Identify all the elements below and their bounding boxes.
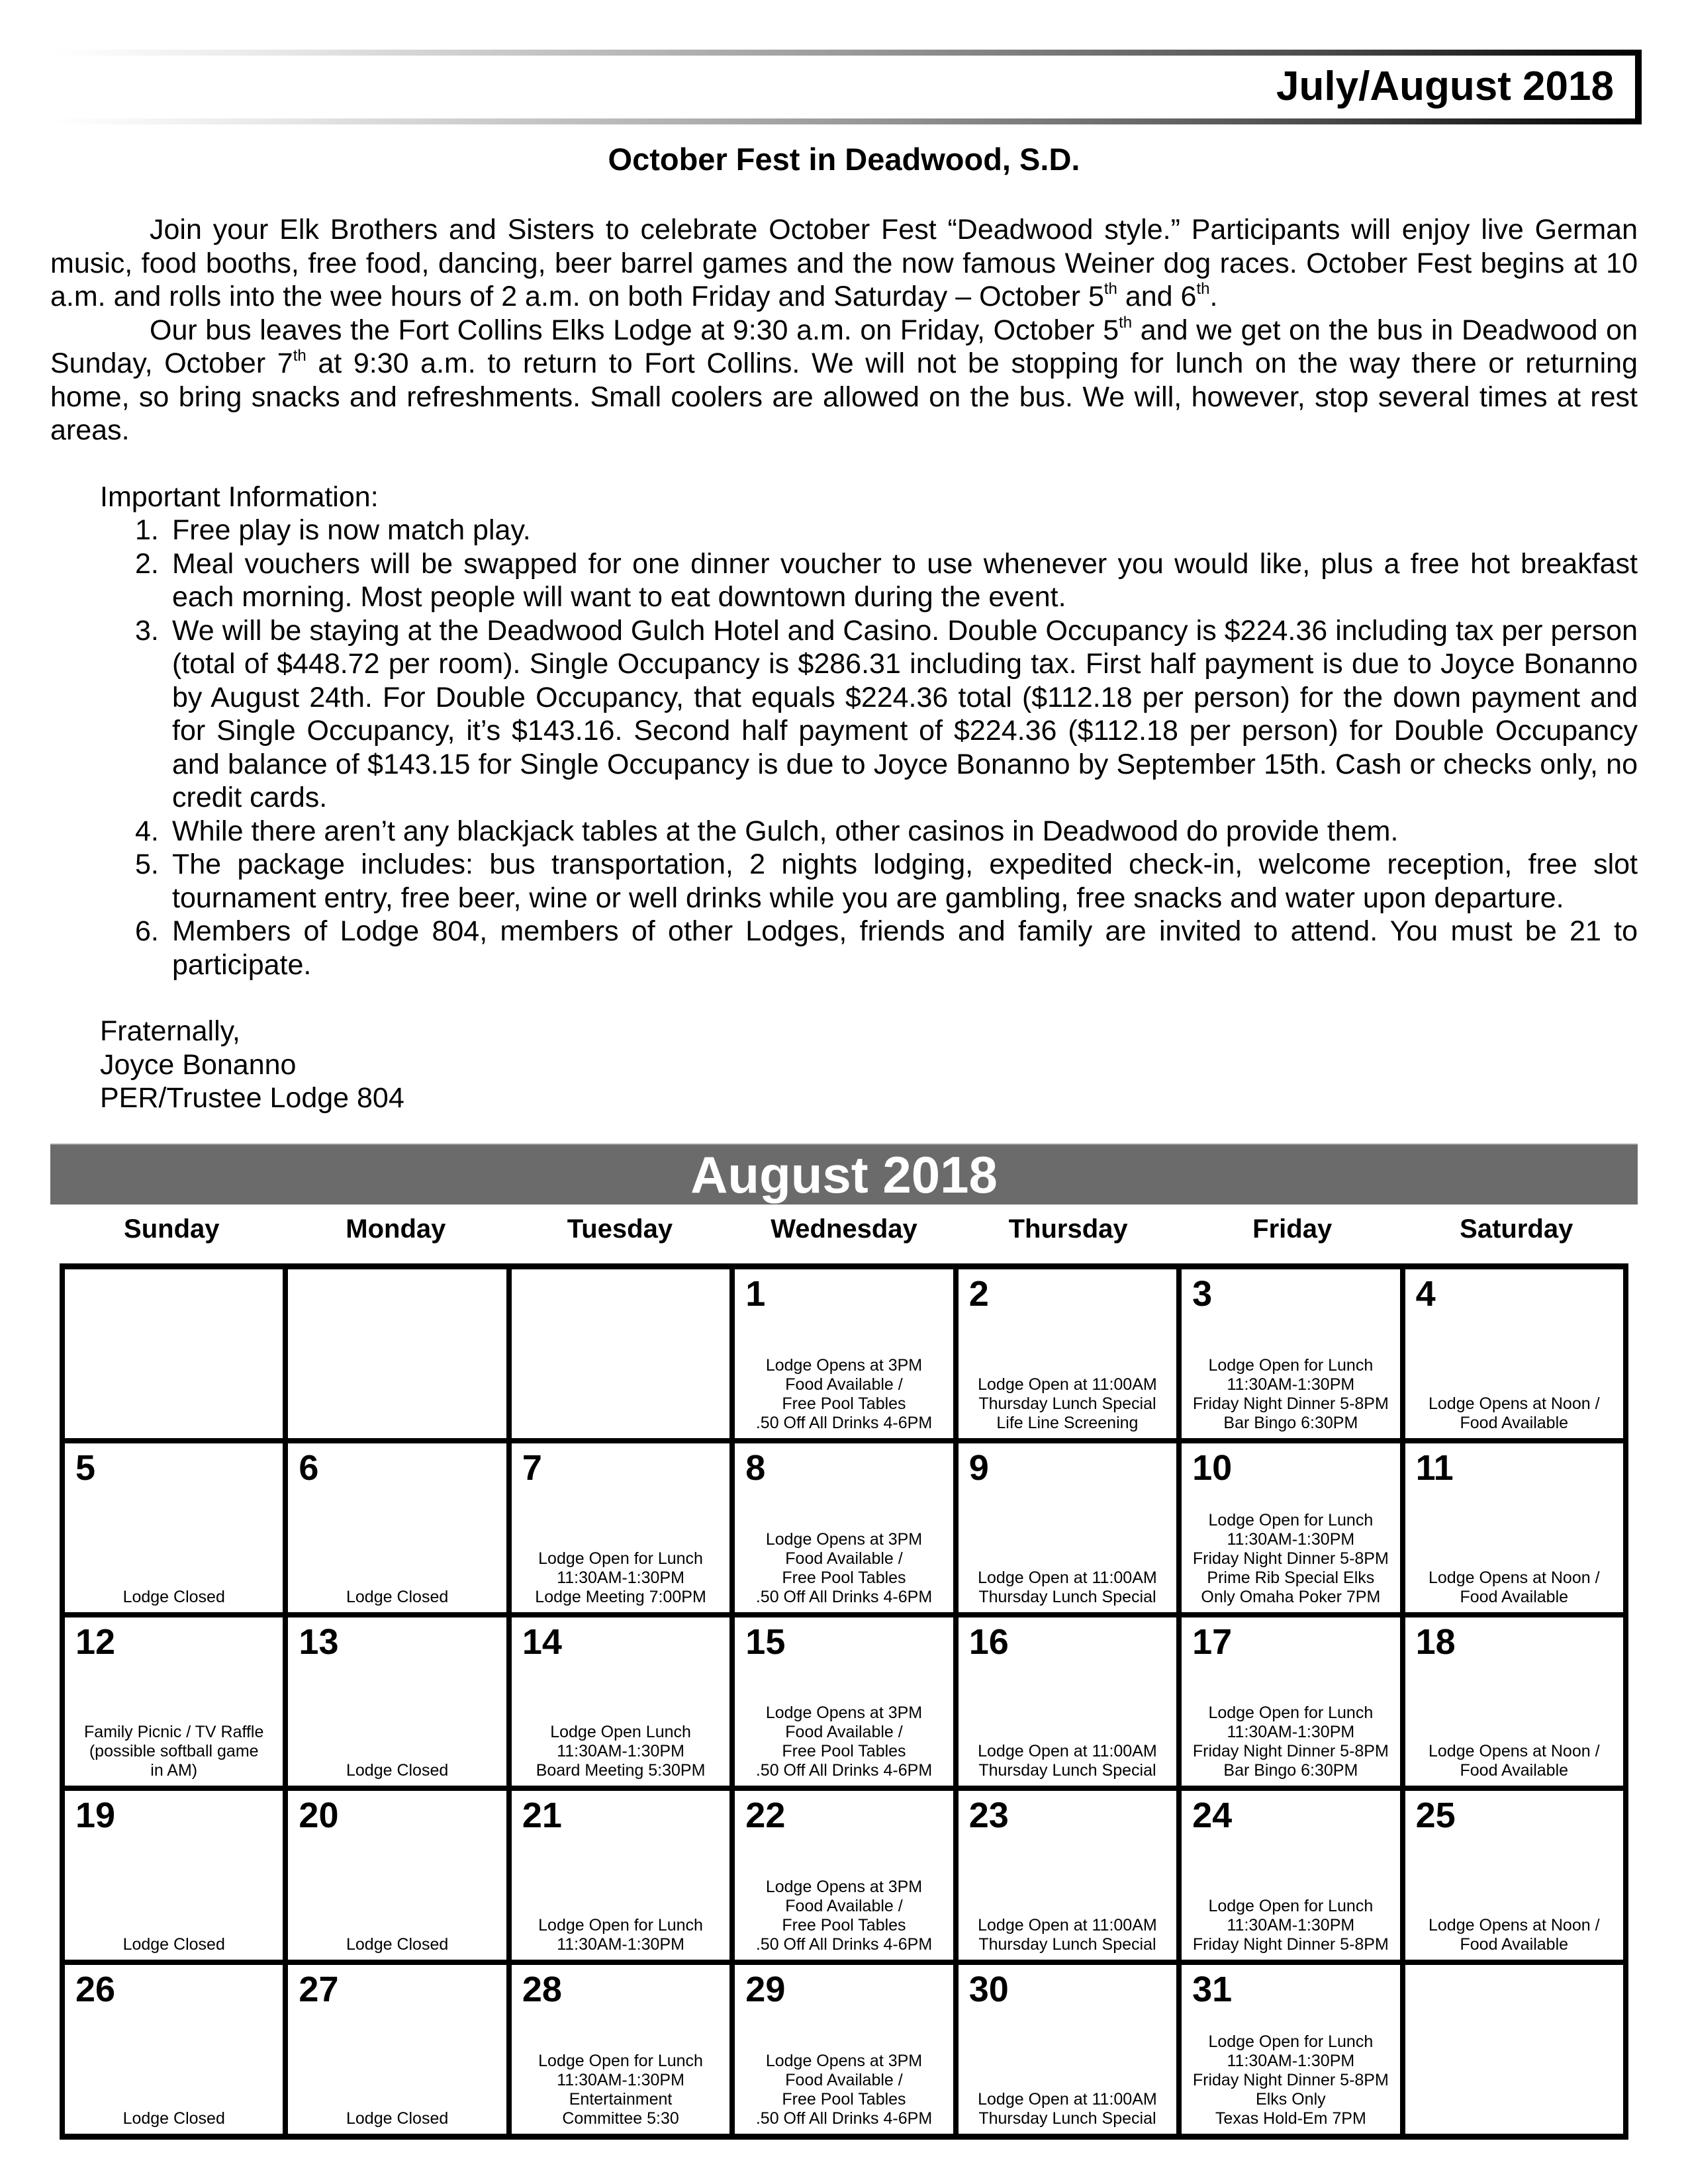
event-line: Lodge Opens at 3PM (765, 1878, 923, 1897)
event-line: .50 Off All Drinks 4-6PM (755, 2109, 933, 2128)
calendar-day-cell (512, 1617, 729, 1786)
day-events (68, 1723, 280, 1780)
event-line: 11:30AM-1:30PM (557, 1935, 684, 1954)
info-item-text: We will be staying at the Deadwood Gulch Hotel and Casino. Double Occupancy is $224.36 including tax per person (total of $448.72 per room). Single Occupancy is $286.31 including tax. First half payment is due to Joyce Bonanno by August 24th. For Double Occupancy, that equals $224.36 total ($112.18 per person) for the down payment and for Single Occupancy, it’s $143.16. Second half payment of $224.36 ($112.18 per person) for Double Occupancy and balance of $143.15 for Single Occupancy is due to Joyce Bonanno by September 15th. Cash or checks only, no credit cards. (172, 614, 1638, 813)
event-line: Lodge Opens at 3PM (765, 1704, 923, 1723)
day-number: 23 (968, 1796, 1009, 1836)
event-line: .50 Off All Drinks 4-6PM (755, 1413, 933, 1432)
day-events (291, 1761, 503, 1780)
article-body (50, 213, 1638, 1115)
event-line: 11:30AM-1:30PM (1227, 1723, 1355, 1742)
event-line: 11:30AM-1:30PM (1227, 1529, 1355, 1549)
day-events (1408, 1916, 1620, 1954)
day-events (737, 1704, 950, 1780)
event-line: Friday Night Dinner 5-8PM (1192, 1935, 1389, 1954)
event-line: Free Pool Tables (782, 2090, 906, 2109)
info-item-number: 3. (135, 614, 159, 647)
weekday-label: Saturday (1460, 1214, 1573, 1244)
day-number: 21 (522, 1796, 562, 1836)
calendar-day-cell (959, 1443, 1176, 1612)
calendar-day-cell (959, 1269, 1176, 1438)
event-line: Lodge Open for Lunch (1208, 2032, 1374, 2051)
calendar-day-cell (735, 1269, 953, 1438)
day-events (961, 1569, 1174, 1607)
weekday-label: Friday (1252, 1214, 1333, 1244)
header-right-edge (1635, 50, 1642, 124)
event-line: Lodge Open for Lunch (538, 2052, 703, 2070)
event-line: Thursday Lunch Special (978, 1935, 1156, 1954)
event-line: Bar Bingo 6:30PM (1223, 1761, 1358, 1780)
event-line: Lodge Closed (122, 1587, 225, 1606)
day-number: 9 (968, 1447, 989, 1488)
day-events (961, 1916, 1174, 1954)
info-item (50, 514, 1638, 547)
day-events (961, 2090, 1174, 2128)
event-line: .50 Off All Drinks 4-6PM (755, 1935, 933, 1954)
day-number: 12 (75, 1621, 116, 1662)
event-line: 11:30AM-1:30PM (557, 2071, 684, 2089)
event-line: Friday Night Dinner 5-8PM (1192, 2071, 1389, 2089)
signoff (50, 1015, 1638, 1115)
day-events (1184, 1356, 1397, 1433)
day-events (961, 1375, 1174, 1433)
day-events (1184, 2032, 1397, 2128)
event-line: Food Available (1460, 1413, 1569, 1432)
event-line: Elks Only (1256, 2090, 1326, 2109)
weekday-label: Monday (346, 1214, 446, 1244)
issue-date: July/August 2018 (1276, 64, 1614, 109)
event-line: Only Omaha Poker 7PM (1201, 1587, 1381, 1606)
info-item-number: 1. (135, 514, 159, 546)
event-line: Free Pool Tables (782, 1394, 906, 1413)
event-line: Lodge Open for Lunch (1208, 1897, 1374, 1916)
event-line: Lodge Opens at Noon / (1429, 1568, 1600, 1587)
event-line: Lodge Open Lunch (550, 1723, 691, 1742)
event-line: 11:30AM-1:30PM (1227, 1375, 1355, 1394)
day-number: 22 (745, 1796, 786, 1836)
day-number: 17 (1192, 1621, 1233, 1662)
event-line: Bar Bingo 6:30PM (1223, 1413, 1358, 1432)
event-line: Free Pool Tables (782, 1742, 906, 1761)
info-item-text: Meal vouchers will be swapped for one dinner voucher to use whenever you would like, plus a free hot breakfast each morning. Most people will want to eat downtown during the event. (172, 547, 1638, 613)
day-events (1408, 1394, 1620, 1433)
day-events (737, 1356, 950, 1433)
event-line: Friday Night Dinner 5-8PM (1192, 1394, 1389, 1413)
day-events (291, 1588, 503, 1607)
calendar-day-cell (288, 1443, 506, 1612)
weekday-label: Wednesday (771, 1214, 917, 1244)
day-number: 18 (1415, 1621, 1456, 1662)
calendar-day-cell (1182, 1791, 1399, 1960)
calendar-day-cell (288, 1791, 506, 1960)
day-number: 6 (299, 1447, 319, 1488)
signoff-line: PER/Trustee Lodge 804 (100, 1082, 404, 1114)
calendar-month-title: August 2018 (50, 1144, 1638, 1205)
info-item-text: Members of Lodge 804, members of other Lodges, friends and family are invited to attend. You must be 21 to participate. (172, 915, 1638, 981)
day-events (737, 2052, 950, 2128)
event-line: Thursday Lunch Special (978, 1761, 1156, 1780)
event-line: Friday Night Dinner 5-8PM (1192, 1742, 1389, 1761)
day-number: 20 (299, 1796, 339, 1836)
calendar-empty-cell (65, 1269, 283, 1438)
bus-paragraph: Our bus leaves the Fort Collins Elks Lodge at 9:30 a.m. on Friday, October 5th and we get on the bus in Deadwood on Sunday, October 7th at 9:30 a.m. to return to Fort Collins. We will not be stopping for lunch on the way there or returning home, so bring snacks and refreshments. Small coolers are allowed on the bus. We will, however, stop several times at rest areas. (50, 313, 1638, 446)
event-line: Food Available / (785, 1549, 903, 1568)
event-line: 11:30AM-1:30PM (1227, 1916, 1355, 1935)
info-item-number: 2. (135, 547, 159, 580)
info-item-number: 4. (135, 815, 159, 847)
calendar-day-cell (512, 1965, 729, 2134)
day-events (514, 2052, 727, 2128)
calendar-day-cell (735, 1617, 953, 1786)
event-line: Lodge Closed (346, 1761, 449, 1780)
weekday-label: Sunday (124, 1214, 220, 1244)
event-line: Committee 5:30 (562, 2109, 679, 2128)
day-events (68, 1588, 280, 1607)
day-number: 26 (75, 1970, 116, 2010)
calendar-day-cell (1405, 1269, 1623, 1438)
weekday-label: Thursday (1008, 1214, 1128, 1244)
day-events (514, 1549, 727, 1607)
event-line: Lodge Open for Lunch (1208, 1510, 1374, 1529)
calendar-day-cell (1182, 1269, 1399, 1438)
event-line: Friday Night Dinner 5-8PM (1192, 1549, 1389, 1568)
event-line: .50 Off All Drinks 4-6PM (755, 1587, 933, 1606)
calendar-day-cell (1405, 1617, 1623, 1786)
calendar-day-cell (735, 1791, 953, 1960)
day-number: 25 (1415, 1796, 1456, 1836)
event-line: Food Available (1460, 1761, 1569, 1780)
event-line: Prime Rib Special Elks (1207, 1568, 1375, 1587)
event-line: Lodge Open at 11:00AM (978, 1742, 1157, 1761)
signoff-line: Fraternally, (100, 1015, 240, 1047)
day-events (514, 1723, 727, 1780)
day-number: 31 (1192, 1970, 1233, 2010)
event-line: .50 Off All Drinks 4-6PM (755, 1761, 933, 1780)
calendar-day-cell (1182, 1443, 1399, 1612)
info-item (50, 815, 1638, 848)
calendar-day-cell (65, 1965, 283, 2134)
weekday-label: Tuesday (567, 1214, 673, 1244)
event-line: Family Picnic / TV Raffle (84, 1723, 264, 1742)
day-events (514, 1916, 727, 1954)
event-line: Lodge Open for Lunch (1208, 1704, 1374, 1723)
day-events (68, 1935, 280, 1954)
event-line: 11:30AM-1:30PM (557, 1742, 684, 1761)
calendar-day-cell (512, 1791, 729, 1960)
info-item (50, 614, 1638, 815)
info-item (50, 848, 1638, 915)
day-number: 3 (1192, 1274, 1213, 1314)
day-events (1184, 1704, 1397, 1780)
calendar-day-cell (288, 1617, 506, 1786)
day-number: 11 (1415, 1447, 1454, 1488)
day-number: 28 (522, 1970, 562, 2010)
intro-paragraph: Join your Elk Brothers and Sisters to celebrate October Fest “Deadwood style.” Participants will enjoy live German music, food booths, free food, dancing, beer barrel games and the now famous Weiner dog races. October Fest begins at 10 a.m. and rolls into the wee hours of 2 a.m. on both Friday and Saturday – October 5th and 6th. (50, 214, 1638, 312)
calendar-day-cell (1405, 1443, 1623, 1612)
event-line: Lodge Open for Lunch (538, 1549, 703, 1568)
event-line: Lodge Closed (346, 1587, 449, 1606)
calendar-day-cell (735, 1443, 953, 1612)
header-gradient-rule-bottom (53, 118, 1642, 124)
calendar-day-cell (959, 1791, 1176, 1960)
calendar-day-cell (288, 1965, 506, 2134)
calendar-day-cell (1405, 1791, 1623, 1960)
day-number: 24 (1192, 1796, 1233, 1836)
event-line: Lodge Meeting 7:00PM (535, 1587, 706, 1606)
day-number: 30 (968, 1970, 1009, 2010)
info-item-number: 5. (135, 848, 159, 880)
day-events (961, 1742, 1174, 1780)
day-events (1408, 1569, 1620, 1607)
article-title: October Fest in Deadwood, S.D. (608, 142, 1080, 177)
info-item (50, 915, 1638, 981)
calendar-day-cell (1182, 1617, 1399, 1786)
calendar-day-cell (65, 1791, 283, 1960)
event-line: Lodge Opens at 3PM (765, 2052, 923, 2070)
event-line: Lodge Opens at Noon / (1429, 1394, 1600, 1413)
info-item-text: The package includes: bus transportation, 2 nights lodging, expedited check-in, welcome reception, free slot tournament entry, free beer, wine or well drinks while you are gambling, free snacks and water upon departure. (172, 848, 1638, 914)
info-item-text: While there aren’t any blackjack tables at the Gulch, other casinos in Deadwood do provide them. (172, 815, 1399, 847)
calendar-empty-cell (1405, 1965, 1623, 2134)
info-item-text: Free play is now match play. (172, 514, 531, 546)
event-line: Free Pool Tables (782, 1568, 906, 1587)
event-line: Lodge Open for Lunch (1208, 1355, 1374, 1375)
day-number: 13 (299, 1621, 339, 1662)
info-heading: Important Information: (100, 480, 379, 513)
calendar-day-cell (65, 1443, 283, 1612)
day-number: 1 (745, 1274, 766, 1314)
signoff-line: Joyce Bonanno (100, 1048, 297, 1081)
event-line: Thursday Lunch Special (978, 1394, 1156, 1413)
event-line: Lodge Open at 11:00AM (978, 1568, 1157, 1587)
event-line: Lodge Opens at Noon / (1429, 1742, 1600, 1761)
day-number: 16 (968, 1621, 1009, 1662)
calendar-grid (60, 1263, 1628, 2140)
event-line: Food Available / (785, 1897, 903, 1916)
day-events (737, 1878, 950, 1954)
event-line: 11:30AM-1:30PM (557, 1568, 684, 1587)
event-line: Lodge Opens at 3PM (765, 1529, 923, 1549)
event-line: Lodge Closed (122, 2109, 225, 2128)
calendar-day-cell (959, 1965, 1176, 2134)
event-line: Board Meeting 5:30PM (536, 1761, 706, 1780)
day-events (68, 2109, 280, 2128)
event-line: 11:30AM-1:30PM (1227, 2052, 1355, 2070)
calendar-day-cell (1182, 1965, 1399, 2134)
day-number: 27 (299, 1970, 339, 2010)
event-line: Lodge Closed (122, 1935, 225, 1954)
day-events (1408, 1742, 1620, 1780)
day-number: 15 (745, 1621, 786, 1662)
calendar-day-cell (959, 1617, 1176, 1786)
day-events (1184, 1511, 1397, 1607)
calendar-day-cell (735, 1965, 953, 2134)
event-line: Life Line Screening (996, 1413, 1139, 1432)
day-events (737, 1530, 950, 1607)
event-line: Entertainment (569, 2090, 673, 2109)
event-line: Lodge Opens at Noon / (1429, 1916, 1600, 1935)
event-line: Thursday Lunch Special (978, 1587, 1156, 1606)
day-events (291, 2109, 503, 2128)
event-line: Lodge Opens at 3PM (765, 1355, 923, 1375)
event-line: Lodge Closed (346, 2109, 449, 2128)
event-line: Lodge Open at 11:00AM (978, 2090, 1157, 2109)
event-line: Lodge Closed (346, 1935, 449, 1954)
info-item-number: 6. (135, 915, 159, 947)
header-gradient-rule-top (53, 50, 1642, 56)
event-line: Texas Hold-Em 7PM (1215, 2109, 1366, 2128)
day-number: 7 (522, 1447, 542, 1488)
event-line: Lodge Open for Lunch (538, 1916, 703, 1935)
event-line: Lodge Open at 11:00AM (978, 1916, 1157, 1935)
info-list (50, 514, 1638, 981)
calendar-empty-cell (288, 1269, 506, 1438)
event-line: Free Pool Tables (782, 1916, 906, 1935)
event-line: (possible softball game (89, 1742, 259, 1761)
event-line: Food Available / (785, 1723, 903, 1742)
day-number: 4 (1415, 1274, 1436, 1314)
day-number: 8 (745, 1447, 766, 1488)
event-line: Food Available / (785, 2071, 903, 2089)
calendar-day-cell (512, 1443, 729, 1612)
event-line: Food Available (1460, 1587, 1569, 1606)
info-item (50, 547, 1638, 614)
event-line: Food Available / (785, 1375, 903, 1394)
day-number: 5 (75, 1447, 96, 1488)
calendar-empty-cell (512, 1269, 729, 1438)
day-number: 14 (522, 1621, 562, 1662)
day-number: 29 (745, 1970, 786, 2010)
day-number: 10 (1192, 1447, 1233, 1488)
weekday-header-row (60, 1212, 1628, 1246)
event-line: in AM) (150, 1761, 198, 1780)
day-number: 2 (968, 1274, 989, 1314)
calendar-day-cell (65, 1617, 283, 1786)
day-events (1184, 1897, 1397, 1954)
day-number: 19 (75, 1796, 116, 1836)
event-line: Food Available (1460, 1935, 1569, 1954)
event-line: Thursday Lunch Special (978, 2109, 1156, 2128)
day-events (291, 1935, 503, 1954)
event-line: Lodge Open at 11:00AM (978, 1375, 1157, 1394)
